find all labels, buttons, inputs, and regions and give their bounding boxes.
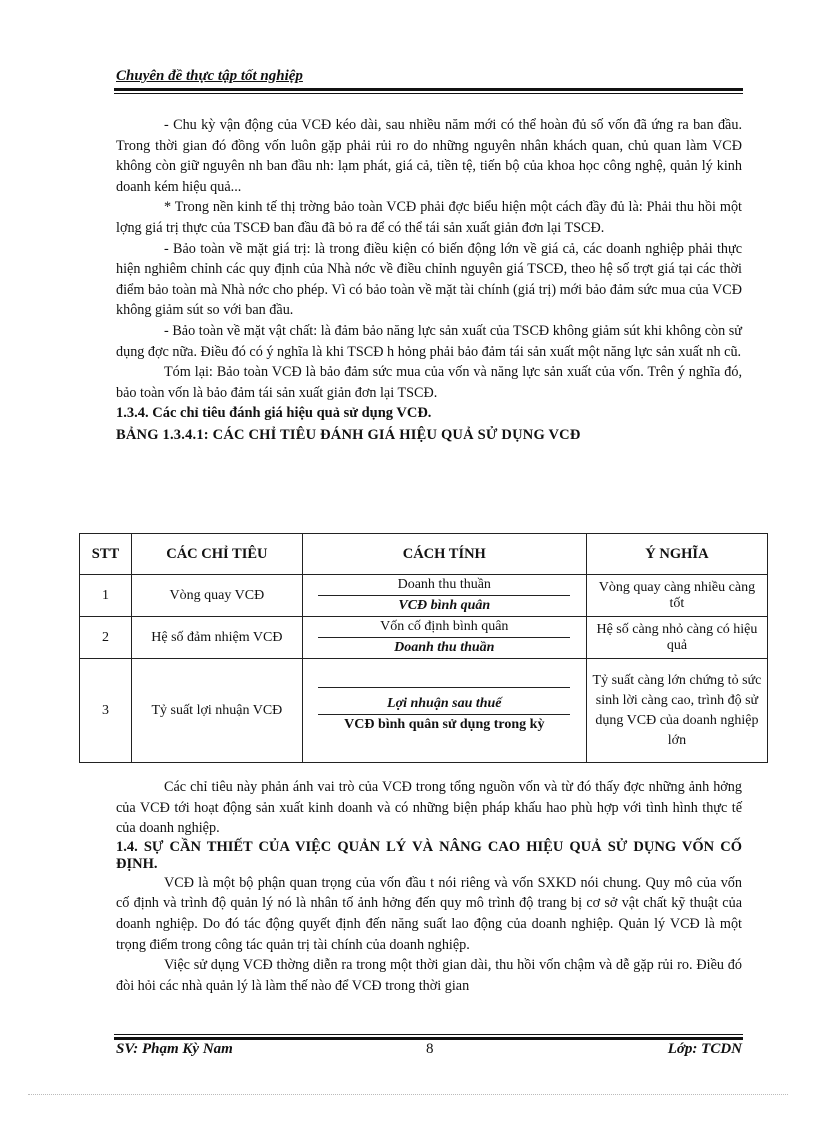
body-text-top: [116, 115, 742, 446]
formula-numerator: Vốn cố định bình quân: [318, 618, 570, 638]
header-stt: STT: [80, 534, 132, 575]
criteria-table: [79, 533, 768, 763]
table-header-row: [80, 534, 768, 575]
cell-formula: [302, 575, 586, 617]
formula-fraction: [318, 687, 570, 734]
section-heading-1-4: 1.4. SỰ CẦN THIẾT CỦA VIỆC QUẢN LÝ VÀ NÂNG CAO HIỆU QUẢ SỬ DỤNG VỐN CỐ ĐỊNH.: [116, 838, 742, 872]
paragraph: - Chu kỳ vận động của VCĐ kéo dài, sau nhiều năm mới có thể hoàn đủ số vốn đã ứng ra ban đầu. Trong thời gian đó đồng vốn luôn gặp phải rủi ro do những nguyên nhân khách quan, chủ quan làm VCĐ không còn giữ nguyên nh ban đầu nh: lạm phát, giá cả, tiền tệ, tiến bộ của khoa học công nghệ, quản lý kinh doanh kém hiệu quả...: [116, 117, 742, 195]
cell-meaning: Tỷ suất càng lớn chứng tỏ sức sinh lời càng cao, trình độ sử dụng VCĐ của doanh nghiệp lớn: [586, 659, 767, 763]
header-criteria: CÁC CHỈ TIÊU: [132, 534, 303, 575]
paragraph: - Bảo toàn về mặt giá trị: là trong điều kiện có biến động lớn về giá cả, các doanh nghiệp phải thực hiện nghiêm chỉnh các quy định của Nhà nớc về điều chỉnh nguyên giá TSCĐ, theo hệ số trợt giá tại các thời điểm bảo toàn mà Nhà nớc cho phép. Vì có bảo toàn về mặt tài chính (giá trị) mới bảo đảm sức mua của VCĐ không giảm sút so với ban đầu.: [116, 240, 742, 319]
formula-fraction: [318, 576, 570, 615]
bottom-dotted-line: [28, 1094, 788, 1095]
footer-rule-thick: [114, 1037, 743, 1040]
section-heading-1-3-4: 1.3.4. Các chỉ tiêu đánh giá hiệu quả sử dụng VCĐ.: [116, 405, 432, 422]
header-rule-thick: [114, 88, 743, 91]
paragraph: Tóm lại: Bảo toàn VCĐ là bảo đảm sức mua của vốn và năng lực sản xuất của vốn. Trên ý nghĩa đó, bảo toàn vốn là bảo đảm tái sản xuất giản đơn lại TSCĐ.: [116, 364, 742, 401]
table-row: [80, 575, 768, 617]
table-row: [80, 617, 768, 659]
table-title: BẢNG 1.3.4.1: CÁC CHỈ TIÊU ĐÁNH GIÁ HIỆU QUẢ SỬ DỤNG VCĐ: [116, 426, 581, 443]
header-formula: CÁCH TÍNH: [302, 534, 586, 575]
header-rule-thin: [114, 93, 743, 94]
formula-numerator: Lợi nhuận sau thuế: [318, 687, 570, 715]
cell-stt: 3: [80, 659, 132, 763]
paragraph: - Bảo toàn về mặt vật chất: là đảm bảo năng lực sản xuất của TSCĐ không giảm sút khi không còn sử dụng đợc nữa. Điều đó có ý nghĩa là khi TSCĐ h hỏng phải bảo đảm tái sản xuất một năng lực sản xuất nh cũ.: [116, 322, 742, 360]
body-text-bottom: [116, 777, 742, 996]
paragraph: Các chỉ tiêu này phản ánh vai trò của VCĐ trong tổng nguồn vốn và từ đó thấy đợc những ảnh hởng của VCĐ tới hoạt động sản xuất kinh doanh và có những biện pháp khấu hao phù hợp với tình hình thực tế của doanh nghiệp.: [116, 779, 742, 837]
header-title: Chuyên đề thực tập tốt nghiệp: [116, 68, 303, 84]
formula-denominator: Doanh thu thuần: [394, 640, 495, 655]
paragraph: VCĐ là một bộ phận quan trọng của vốn đầu t nói riêng và vốn SXKD nói chung. Quy mô của vốn cố định và trình độ quản lý nó là nhân tố ảnh hởng đến quy mô trình độ trang bị cơ sở vật chất kỹ thuật của doanh nghiệp. Do đó tác động quyết định đến năng suất lao động của doanh nghiệp. Quản lý VCĐ là một trọng điểm trong công tác quản trị tài chính của doanh nghiệp.: [116, 874, 742, 953]
paragraph: Việc sử dụng VCĐ thờng diễn ra trong một thời gian dài, thu hồi vốn chậm và dễ gặp rủi ro. Điều đó đòi hỏi các nhà quản lý là làm thế nào để VCĐ trong thời gian: [116, 957, 742, 994]
cell-meaning: Hệ số càng nhỏ càng có hiệu quả: [586, 617, 767, 659]
cell-formula: [302, 617, 586, 659]
paragraph: * Trong nền kinh tế thị trờng bảo toàn VCĐ phải đợc biểu hiện một cách đầy đủ là: Phải thu hồi một lợng giá trị thực của TSCĐ ban đầu đã bỏ ra để có thể tái sản xuất giản đơn lại TSCĐ.: [116, 199, 742, 236]
formula-denominator: VCĐ bình quân: [398, 598, 491, 613]
cell-criteria: Hệ số đảm nhiệm VCĐ: [132, 617, 303, 659]
footer-page-number: 8: [426, 1041, 434, 1057]
cell-criteria: Tỷ suất lợi nhuận VCĐ: [132, 659, 303, 763]
header-meaning: Ý NGHĨA: [586, 534, 767, 575]
footer-student: SV: Phạm Kỳ Nam: [116, 1041, 233, 1057]
table-row: [80, 659, 768, 763]
cell-meaning: Vòng quay càng nhiều càng tốt: [586, 575, 767, 617]
footer-rule-thin: [114, 1034, 743, 1035]
cell-stt: 2: [80, 617, 132, 659]
cell-criteria: Vòng quay VCĐ: [132, 575, 303, 617]
formula-denominator: VCĐ bình quân sử dụng trong kỳ: [344, 717, 545, 732]
cell-stt: 1: [80, 575, 132, 617]
cell-formula: [302, 659, 586, 763]
formula-numerator: Doanh thu thuần: [318, 576, 570, 596]
footer-class: Lớp: TCDN: [667, 1041, 742, 1057]
formula-fraction: [318, 618, 570, 657]
